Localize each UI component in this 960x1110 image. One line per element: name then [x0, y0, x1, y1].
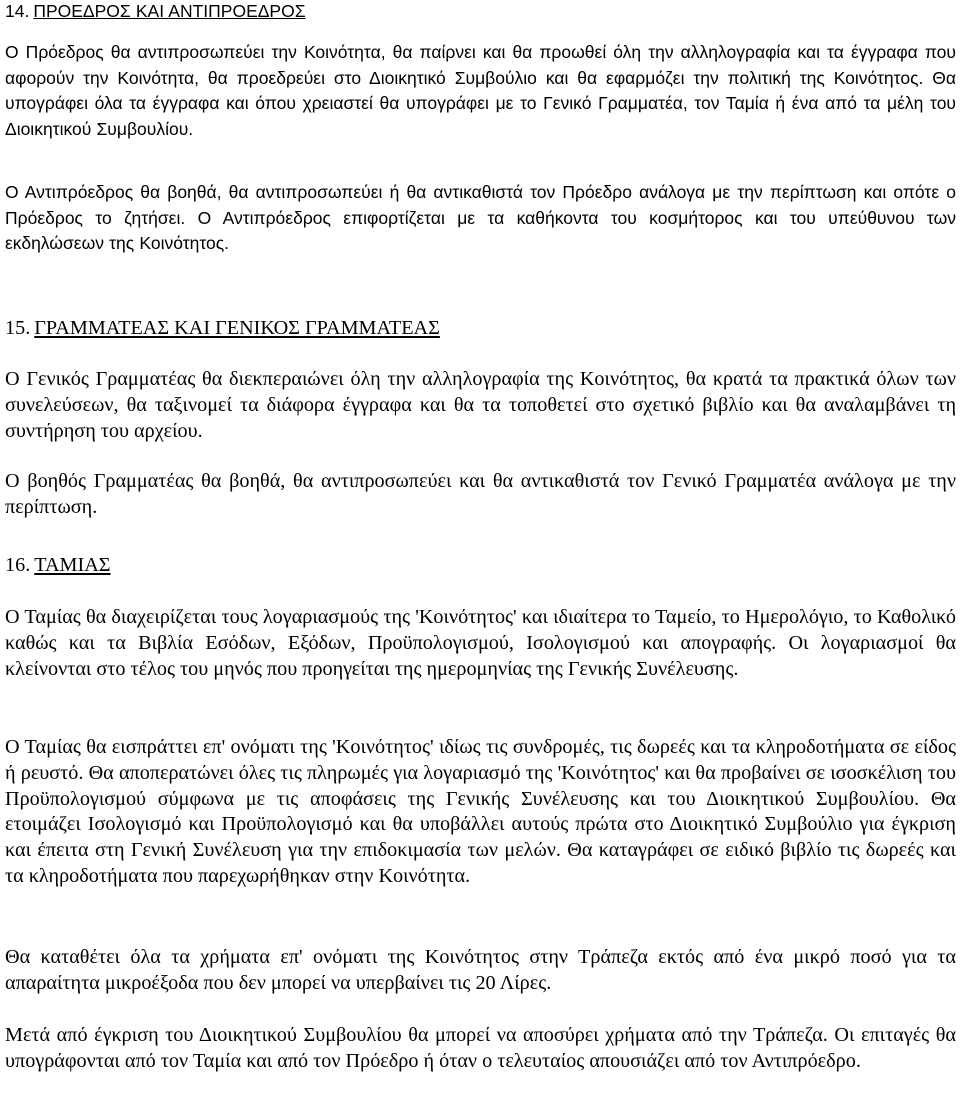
paragraph: Ο Ταμίας θα διαχειρίζεται τους λογαριασμούς της 'Κοινότητος' και ιδιαίτερα το Ταμείο, το Ημερολόγιο, το Καθολικό καθώς και τα Βιβλία Εσόδων, Εξόδων, Προϋπολογισμού, Ισολογισμού και απογραφής. Οι λογαριασμοί θα κλείνονται στο τέλος του μηνός που προηγείται της ημερομηνίας της Γενικής Συνέλευσης.	[5, 606, 956, 680]
section-number: 16.	[5, 554, 31, 576]
paragraph: Ο Ταμίας θα εισπράττει επ' ονόματι της 'Κοινότητος' ιδίως τις συνδρομές, τις δωρεές και τα κληροδοτήματα σε είδος ή ρευστό. Θα αποπερατώνει όλες τις πληρωμές για λογαριασμό της 'Κοινότητος' και θα προβαίνει σε ισοσκέλιση του Προϋπολογισμού σύμφωνα με τις αποφάσεις της Γενικής Συνέλευσης και του Διοικητικού Συμβουλίου. Θα ετοιμάζει Ισολογισμό και Προϋπολογισμό και θα υποβάλλει αυτούς πρώτα στο Διοικητικό Συμβούλιο για έγκριση και έπειτα στη Γενική Συνέλευση για την επιδοκιμασία των μελών. Θα καταγράφει σε ειδικό βιβλίο τις δωρεές και τα κληροδοτήματα που παρεχωρήθηκαν στην Κοινότητα.	[5, 736, 956, 887]
paragraph: Ο Πρόεδρος θα αντιπροσωπεύει την Κοινότητα, θα παίρνει και θα προωθεί όλη την αλληλογραφία και τα έγγραφα που αφορούν την Κοινότητα, θα προεδρεύει στο Διοικητικό Συμβούλιο και θα εφαρμόζει την πολιτική της Κοινότητος. Θα υπογράφει όλα τα έγγραφα και όπου χρειαστεί θα υπογράφει με το Γενικό Γραμματέα, τον Ταμία ή ένα από τα μέλη του Διοικητικού Συμβουλίου.	[5, 42, 956, 139]
paragraph: Ο Αντιπρόεδρος θα βοηθά, θα αντιπροσωπεύει ή θα αντικαθιστά τον Πρόεδρο ανάλογα με την περίπτωση και οπότε ο Πρόεδρος το ζητήσει. Ο Αντιπρόεδρος επιφορτίζεται με τα καθήκοντα του κοσμήτορος και του υπεύθυνου των εκδηλώσεων της Κοινότητος.	[5, 182, 956, 253]
section-heading	[5, 0, 956, 25]
section-heading	[5, 316, 956, 342]
section-heading	[5, 553, 956, 579]
paragraph: Θα καταθέτει όλα τα χρήματα επ' ονόματι της Κοινότητος στην Τράπεζα εκτός από ένα μικρό ποσό για τα απαραίτητα μικροέξοδα που δεν μπορεί να υπερβαίνει τις 20 Λίρες.	[5, 946, 956, 994]
paragraph: Ο Γενικός Γραμματέας θα διεκπεραιώνει όλη την αλληλογραφία της Κοινότητος, θα κρατά τα πρακτικά όλων των συνελεύσεων, θα ταξινομεί τα διάφορα έγγραφα και θα τα τοποθετεί στο σχετικό βιβλίο και θα αναλαμβάνει τη συντήρηση του αρχείου.	[5, 368, 956, 442]
section-14-heading-row	[5, 0, 956, 25]
section-number: 15.	[5, 317, 31, 339]
section-15-heading-row	[5, 316, 956, 342]
section-title: ΤΑΜΙΑΣ	[34, 554, 111, 576]
section-number: 14.	[5, 1, 30, 21]
section-16-heading-row	[5, 553, 956, 579]
section-title: ΠΡΟΕΔΡΟΣ ΚΑΙ ΑΝΤΙΠΡΟΕΔΡΟΣ	[33, 1, 306, 21]
section-title: ΓΡΑΜΜΑΤΕΑΣ ΚΑΙ ΓΕΝΙΚΟΣ ΓΡΑΜΜΑΤΕΑΣ	[34, 317, 440, 339]
paragraph: Ο βοηθός Γραμματέας θα βοηθά, θα αντιπροσωπεύει και θα αντικαθιστά τον Γενικό Γραμματέα ανάλογα με την περίπτωση.	[5, 470, 956, 518]
paragraph: Μετά από έγκριση του Διοικητικού Συμβουλίου θα μπορεί να αποσύρει χρήματα από την Τράπεζα. Οι επιταγές θα υπογράφονται από τον Ταμία και από τον Πρόεδρο ή όταν ο τελευταίος απουσιάζει από τον Αντιπρόεδρο.	[5, 1024, 956, 1072]
